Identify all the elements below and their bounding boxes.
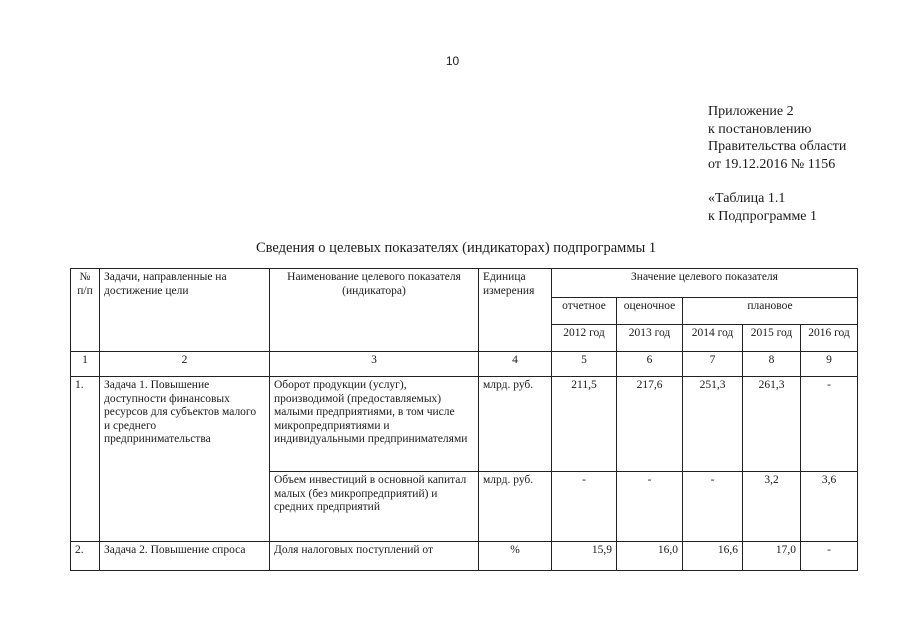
column-numbers-row [71, 352, 858, 377]
column-number: 4 [479, 352, 552, 377]
header-estimated: оценочное [617, 298, 683, 325]
column-number: 9 [801, 352, 858, 377]
header-value: Значение целевого показателя [552, 269, 858, 298]
value-cell: - [801, 542, 858, 571]
appendix-block [708, 103, 846, 225]
appendix-line: от 19.12.2016 № 1156 [708, 156, 836, 172]
column-number: 2 [100, 352, 270, 377]
header-year: 2013 год [617, 325, 683, 352]
indicators-table [70, 268, 858, 571]
value-cell: 3,6 [801, 472, 858, 542]
appendix-line: Правительства области [708, 139, 847, 154]
value-cell: - [552, 472, 617, 542]
header-year: 2015 год [743, 325, 801, 352]
unit-cell: % [479, 542, 552, 571]
value-cell: 251,3 [683, 377, 743, 472]
header-num: № п/п [71, 269, 100, 352]
page-number: 10 [445, 54, 460, 68]
column-number: 5 [552, 352, 617, 377]
value-cell: 17,0 [743, 542, 801, 571]
value-cell: - [683, 472, 743, 542]
appendix-line: Приложение 2 [708, 104, 794, 119]
header-year: 2016 год [801, 325, 858, 352]
indicator-name: Доля налоговых поступлений от [270, 542, 479, 571]
unit-cell: млрд. руб. [479, 377, 552, 472]
task-cell: Задача 1. Повышение доступности финансовых ресурсов для субъектов малого и среднего предпринимательства [100, 377, 270, 542]
value-cell: 16,0 [617, 542, 683, 571]
row-number: 2. [71, 542, 100, 571]
column-number: 6 [617, 352, 683, 377]
value-cell: 261,3 [743, 377, 801, 472]
column-number: 8 [743, 352, 801, 377]
task-cell: Задача 2. Повышение спроса [100, 542, 270, 571]
value-cell: 15,9 [552, 542, 617, 571]
value-cell: 16,6 [683, 542, 743, 571]
header-unit: Единица измерения [479, 269, 552, 352]
unit-cell: млрд. руб. [479, 472, 552, 542]
table-row [71, 542, 858, 571]
table-row [71, 377, 858, 472]
column-number: 7 [683, 352, 743, 377]
header-tasks: Задачи, направленные на достижение цели [100, 269, 270, 352]
header-year: 2014 год [683, 325, 743, 352]
value-cell: 217,6 [617, 377, 683, 472]
value-cell: 211,5 [552, 377, 617, 472]
table-reference-line: к Подпрограмме 1 [708, 208, 818, 224]
indicator-name: Оборот продукции (услуг), производимой (предоставляемых) малыми предприятиями, в том числе микропредприятиями и индивидуальными предпринимателями [270, 377, 479, 472]
table-reference-line: «Таблица 1.1 [708, 191, 786, 206]
value-cell: - [801, 377, 858, 472]
appendix-line: к постановлению [708, 121, 812, 137]
header-indicator: Наименование целевого показателя (индикатора) [270, 269, 479, 352]
row-number: 1. [71, 377, 100, 542]
column-number: 1 [71, 352, 100, 377]
document-title: Сведения о целевых показателях (индикаторах) подпрограммы 1 [256, 240, 657, 256]
value-cell: - [617, 472, 683, 542]
header-reported: отчетное [552, 298, 617, 325]
indicator-name: Объем инвестиций в основной капитал малых (без микропредприятий) и средних предприятий [270, 472, 479, 542]
column-number: 3 [270, 352, 479, 377]
header-planned: плановое [683, 298, 858, 325]
header-row [71, 269, 858, 298]
value-cell: 3,2 [743, 472, 801, 542]
header-year: 2012 год [552, 325, 617, 352]
